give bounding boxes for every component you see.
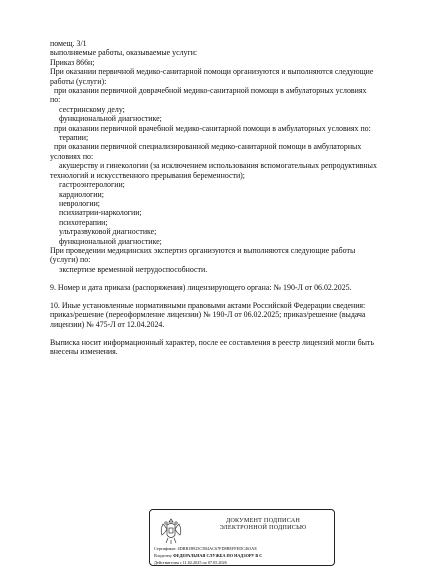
- document-line: условиях по:: [50, 151, 94, 161]
- stamp-owner: [154, 553, 332, 558]
- document-line: экспертизе временной нетрудоспособности.: [59, 264, 208, 274]
- stamp-certificate: Сертификат: 4DBB1B925C5B4AC67FD8BEFFEDC463AE: [154, 546, 257, 551]
- document-line: психотерапии;: [59, 217, 108, 227]
- document-body: [50, 39, 402, 356]
- document-line: психиатрии-наркологии;: [59, 208, 142, 218]
- stamp-validity: Действителен с 11.02.2025 по 07.05.2026: [154, 560, 227, 565]
- note-line-2: внесены изменения.: [50, 346, 118, 356]
- services-list: [50, 39, 402, 274]
- stamp-title-1: ДОКУМЕНТ ПОДПИСАН: [225, 517, 301, 524]
- electronic-signature-stamp: [149, 509, 335, 566]
- document-line: при оказании первичной специализированной медико-санитарной помощи в амбулаторных: [54, 142, 362, 152]
- document-line: выполняемые работы, оказываемые услуги:: [50, 48, 198, 58]
- document-line: при оказании первичной доврачебной медико-санитарной помощи в амбулаторных условиях: [54, 86, 367, 96]
- stamp-owner-name: ФЕДЕРАЛЬНАЯ СЛУЖБА ПО НАДЗОРУ В С: [173, 553, 263, 558]
- document-line: сестринскому делу;: [59, 104, 125, 114]
- document-line: по:: [50, 95, 61, 105]
- item-9: 9. Номер и дата приказа (распоряжения) лицензирующего органа: № 190-Л от 06.02.2025.: [50, 282, 352, 292]
- stamp-title-2: ЭЛЕКТРОННОЙ ПОДПИСЬЮ: [219, 524, 307, 531]
- document-line: работы (услуги):: [50, 76, 107, 86]
- stamp-owner-label: Владелец:: [154, 553, 173, 558]
- item-10-line-3: лицензии) № 475-Л от 12.04.2024.: [50, 319, 165, 329]
- item-10-line-1: 10. Иные установленные нормативными правовыми актами Российской Федерации сведения:: [50, 300, 366, 310]
- document-line: кардиологии;: [59, 189, 104, 199]
- document-line: акушерству и гинекологии (за исключением использования вспомогательных репродуктивных: [59, 161, 377, 171]
- document-line: (услуги) по:: [50, 255, 91, 265]
- note-line-1: Выписка носит информационный характер, после ее составления в реестр лицензий могли быть: [50, 337, 374, 347]
- document-line: При оказании первичной медико-санитарной помощи организуются и выполняются следующие: [50, 67, 374, 77]
- document-line: помещ. 3/1: [50, 39, 87, 48]
- document-line: При проведении медицинских экспертиз организуются и выполняются следующие работы: [50, 245, 356, 255]
- document-line: Приказ 866н;: [50, 57, 95, 67]
- document-line: терапии;: [59, 133, 89, 143]
- document-line: функциональной диагностике;: [59, 114, 162, 124]
- document-line: технологий и искусственного прерывания беременности);: [50, 170, 245, 180]
- item-10-line-2: приказ/решение (переоформление лицензии) № 190-Л от 06.02.2025; приказ/решение (выдача: [50, 310, 366, 320]
- document-line: ультразвуковой диагностике;: [59, 227, 157, 237]
- document-line: неврологии;: [59, 198, 100, 208]
- coat-of-arms-emblem: [157, 516, 185, 546]
- document-line: гастроэнтерологии;: [59, 180, 125, 190]
- document-line: функциональной диагностике;: [59, 236, 162, 246]
- document-line: при оказании первичной врачебной медико-санитарной помощи в амбулаторных условиях по:: [54, 123, 371, 133]
